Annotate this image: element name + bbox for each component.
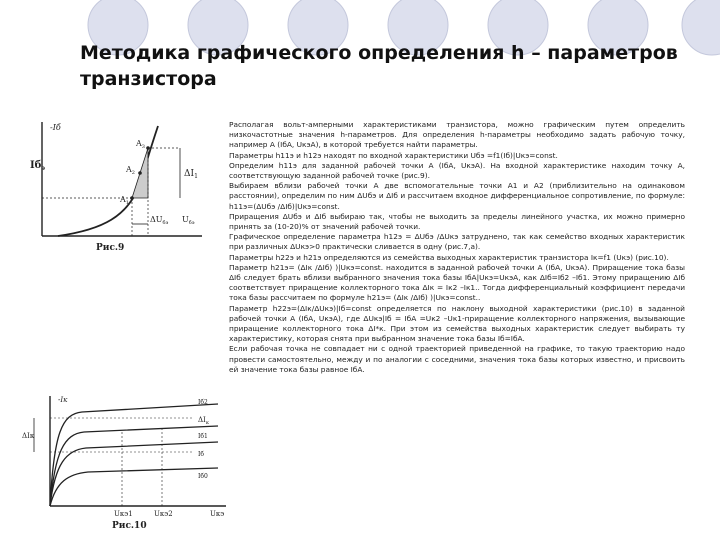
paragraph: Выбираем вблизи рабочей точки А две вспомогательные точки А1 и А2 (приблизительно на одинаковом расстоянии), определим по ним ΔUбэ и ΔIб и рассчитаем входное дифференциальное сопротивление, по формуле: h11э=(ΔUбэ /ΔIб)|Uкэ=const. (229, 181, 685, 211)
y-axis-label: -Iк (58, 396, 68, 404)
paragraph: Графическое определение параметра h12э = ΔUбэ /ΔUкэ затруднено, так как семейство входных характеристик при различных ΔUкэ>0 практически сливается в одну (рис.7,а). (229, 232, 685, 252)
a1-label: $A_1$ (120, 195, 129, 206)
paragraph: Параметр h21э= (ΔIк /ΔIб) )|Uкэ=const. находится в заданной рабочей точки А (IбA, UкэA). Приращение тока базы ΔIб следует брать вблизи выбранного значения тока базы IбA|Uкэ=UкэA, как ΔIб=Iб2 –Iб1. Этому приращению ΔIб соответствует приращение коллекторного тока ΔIк = Iк2 –Iк1.. Тогда дифференциальный коэффициент передачи тока базы рассчитаем по формуле h21э= (ΔIк /ΔIб) )|Uкэ=const.. (229, 262, 685, 303)
a3-label: $A_3$ (136, 139, 145, 150)
delta-i1-label: $\Delta I_1$ (184, 169, 198, 180)
paragraph: Приращения ΔUбэ и ΔIб выбираю так, чтобы не выходить за пределы линейного участка, их можно примерно принять за (10-20)% от значений рабочей точки. (229, 211, 685, 232)
y-axis-label: -Iб (50, 123, 61, 132)
output-curve-ib2 (50, 404, 218, 506)
output-curve-ib0 (50, 468, 218, 506)
paragraph: Параметры h22э и h21э определяются из семейства выходных характеристик транзистора Iк=f1 (Uкэ) (рис.10). (229, 252, 669, 262)
figure-10-caption: Рис.10 (112, 521, 147, 531)
u2-label: Uкэ2 (154, 510, 173, 518)
point-a1 (130, 196, 134, 200)
ib1-label: Iб1 (198, 433, 208, 440)
u1-label: Uкэ1 (114, 510, 133, 518)
delta-ik-left-label: ΔIк (22, 432, 35, 440)
paragraph: Располагая вольт-амперными характеристиками транзистора, можно графическим путем определить низкочастотные значения h-параметров. Для определения h-параметры необходимо задать рабочую точку, например А (IбA, UкэA), в которой требуется найти параметры. (229, 120, 685, 150)
figure-output-characteristics (22, 392, 232, 532)
paragraph: Определим h11э для заданной рабочей точки А (IбA, UкэA). На входной характеристике находим точку А, соответствующую заданной рабочей точке (рис.9). (229, 160, 685, 181)
paragraph: Параметр h22э=(ΔIк/ΔUкэ)|Iб=const определяется по наклону выходной характеристики (рис.10) в заданной рабочей точки А (IбA, UкэA), где ΔUкэ|Iб = IбA =Uк2 –Uк1-приращение коллекторного напряжения, вызывающие приращение коллекторного тока ΔI*к. При этом из семейства выходных характеристик следует выбирать ту характеристику, которая снята при выбранном значение тока базы Iб=IбA. (229, 303, 685, 344)
output-curve-ib1 (50, 426, 218, 506)
paragraph: Если рабочая точка не совпадает ни с одной траекторией приведенной на графике, то такую траекторию надо провести самостоятельно, между и по аналогии с соседними, значения тока базы которых известно, и присвоить ей значение тока базы равное IбA. (229, 344, 685, 374)
point-a3 (146, 146, 150, 150)
uk-label: Uкэ (210, 510, 225, 518)
left-current-label: $Iб_э$ (30, 160, 46, 172)
point-a2 (138, 171, 142, 175)
iba-label: Iб (198, 451, 204, 458)
slide-title: Методика графического определения h – параметров транзистора (80, 42, 678, 90)
u-right-label: $U_{бэ}$ (182, 215, 195, 226)
paragraph: Параметры h11э и h12э находят по входной характеристики Uбэ =f1(Iб)|Uкэ=const. (229, 150, 558, 160)
ib0-label: Iб0 (198, 473, 208, 480)
a2-label: $A_2$ (126, 165, 135, 176)
body-text (229, 120, 685, 375)
delta-i-right-label: $\Delta I_к$ (198, 416, 209, 426)
figure-input-characteristic (30, 118, 210, 258)
figure-9-caption: Рис.9 (96, 243, 125, 253)
delta-u-label: $\Delta U_{бэ}$ (150, 215, 169, 226)
ib2-label: Iб2 (198, 399, 208, 406)
